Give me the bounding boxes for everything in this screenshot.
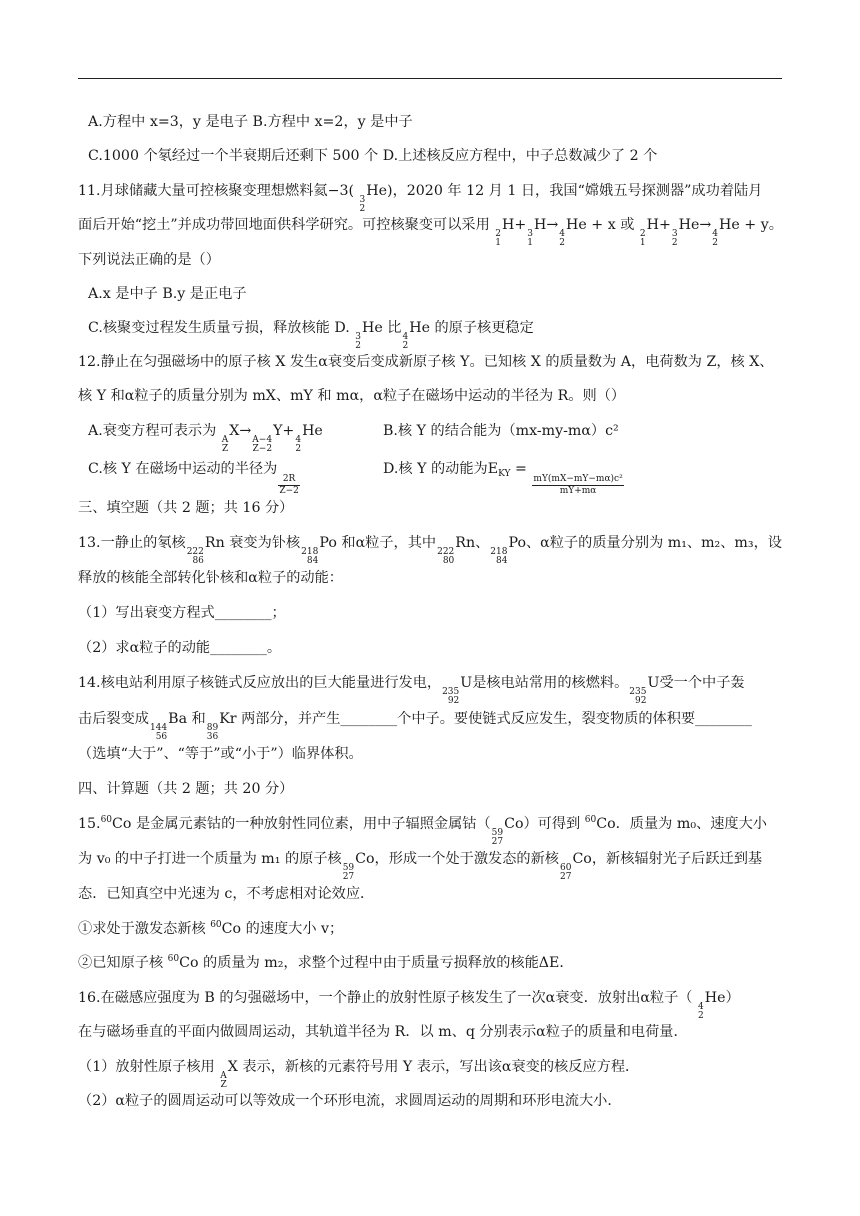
q11-line1: 11.月球储藏大量可控核聚变理想燃料氦−3( 3 2 He)，2020 年 12 月 1 日，我国“嫦娥五号探测器”成功着陆月 xyxy=(78,183,763,214)
q12-option-a: A.衰变方程可表示为 A Z X→ A−4 Z−2 Y+ 4 2 He xyxy=(88,423,323,454)
q13-part2: （2）求α粒子的动能________。 xyxy=(78,640,282,656)
section-3-heading: 三、填空题（共 2 题；共 16 分） xyxy=(78,500,294,516)
q14-line2: 击后裂变成 144 56 Ba 和 89 36 Kr 两部分，并产生________个中子。要使链式反应发生，裂变物质的体积要________ xyxy=(78,711,752,742)
q11-prompt: 下列说法正确的是（） xyxy=(78,252,220,268)
q11-options-cd: C.核聚变过程发生质量亏损，释放核能 D. 3 2 He 比 4 2 He 的原子核更稳定 xyxy=(88,320,534,351)
q15-part2: ②已知原子核 $^{60}$Co 的质量为 m₂，求整个过程中由于质量亏损释放的核能ΔE． xyxy=(78,954,574,971)
q15-line1: 15.60Co 是金属元素钴的一种放射性同位素，用中子辐照金属钴（ 59 27 Co）可得到 $^{60}$Co．质量为 m₀、速度大小 xyxy=(78,815,767,847)
section-4-heading: 四、计算题（共 2 题；共 20 分） xyxy=(78,781,294,797)
q12-option-b: B.核 Y 的结合能为（mx-my-mα）c² xyxy=(383,423,619,439)
q11-options-ab: A.x 是中子 B.y 是正电子 xyxy=(88,286,247,302)
radius-fraction: $\frac{2R}{Z-2}$ xyxy=(279,474,299,496)
q15-part1: ①求处于激发态新核 $^{60}$Co 的速度大小 v； xyxy=(78,920,344,937)
q15-line2: 为 v₀ 的中子打进一个质量为 m₁ 的原子核 59 27 Co，形成一个处于激发态的新核 60 27 Co，新核辐射光子后跃迁到基 xyxy=(78,851,763,882)
q12-line2: 核 Y 和α粒子的质量分别为 mX、mY 和 mα，α粒子在磁场中运动的半径为 R。则（） xyxy=(78,388,626,404)
q10-options-cd: C.1000 个氡经过一个半衰期后还剩下 500 个 D.上述核反应方程中，中子总数减少了 2 个 xyxy=(88,148,658,164)
header-rule xyxy=(78,78,782,79)
q14-line1: 14.核电站利用原子核链式反应放出的巨大能量进行发电， 235 92 U是核电站常用的核燃料。 235 92 U受一个中子轰 xyxy=(78,675,745,706)
he3-nuclide: 3 2 xyxy=(359,195,366,214)
q16-line1: 16.在磁感应强度为 B 的匀强磁场中，一个静止的放射性原子核发生了一次α衰变．放射出α粒子（ 4 2 He） xyxy=(78,990,740,1021)
q12-option-d: D.核 Y 的动能为$E_{KY}$ = $\frac{\text{mY(mX−mY−mα)c²}}{mY+m\alpha}$ xyxy=(383,461,623,496)
q16-part2: （2）α粒子的圆周运动可以等效成一个环形电流，求圆周运动的周期和环形电流大小． xyxy=(78,1093,622,1109)
q13-part1: （1）写出衰变方程式________； xyxy=(78,605,286,621)
q13-line2: 释放的核能全部转化钋核和α粒子的动能： xyxy=(78,570,343,586)
q16-line2: 在与磁场垂直的平面内做圆周运动，其轨道半径为 R．以 m、q 分别表示α粒子的质量和电荷量． xyxy=(78,1024,688,1040)
q16-part1: （1）放射性原子核用 A Z X 表示，新核的元素符号用 Y 表示，写出该α衰变的核反应方程． xyxy=(78,1059,640,1090)
kinetic-energy-fraction: $\frac{\text{mY(mX−mY−mα)c²}}{mY+m\alpha}$ xyxy=(533,474,623,496)
q10-options-ab: A.方程中 x=3，y 是电子 B.方程中 x=2，y 是中子 xyxy=(88,114,413,130)
q11-line2: 面后开始“挖土”并成功带回地面供科学研究。可控核聚变可以采用 2 1 H+ 3 1 H→ 4 2 He + x 或 2 1 H+ 3 2 He→ 4 2 He + y。 xyxy=(78,217,783,248)
q12-option-c: C.核 Y 在磁场中运动的半径为 $\frac{2R}{Z-2}$ xyxy=(88,461,299,496)
q13-line1: 13.一静止的氡核 222 86 Rn 衰变为钋核 218 84 Po 和α粒子，其中 222 80 Rn、 218 84 Po、α粒子的质量分别为 m₁、m₂、m₃，设 xyxy=(78,535,782,566)
q15-line3: 态．已知真空中光速为 c，不考虑相对论效应． xyxy=(78,886,375,902)
q14-line3: （选填“大于”、“等于”或“小于”）临界体积。 xyxy=(78,746,363,762)
q12-line1: 12.静止在匀强磁场中的原子核 X 发生α衰变后变成新原子核 Y。已知核 X 的质量数为 A，电荷数为 Z，核 X、 xyxy=(78,354,774,370)
